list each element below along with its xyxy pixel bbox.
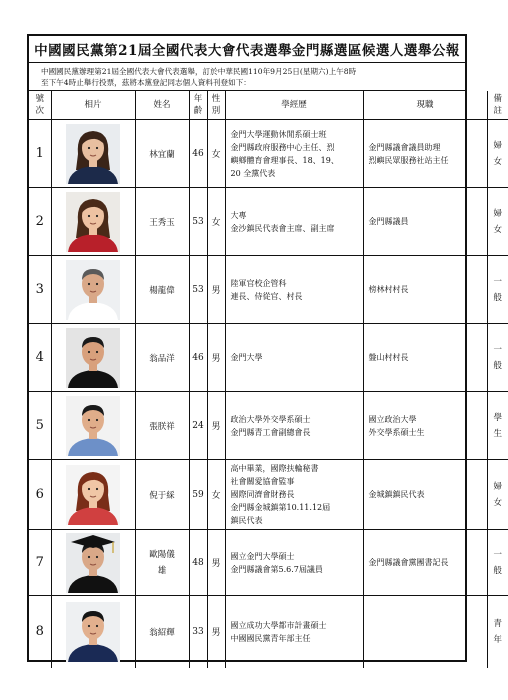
education-line: 大專	[230, 210, 247, 220]
candidate-name: 翁品洋	[135, 324, 189, 392]
candidate-current-position	[363, 188, 487, 256]
position-line: 榜林村村長	[368, 285, 409, 294]
candidate-name: 倪于綵	[135, 460, 189, 530]
intro-line-2: 至下午4時止舉行投票，茲將本黨登記同志個人資料刊登如下：	[41, 78, 251, 87]
education-line: 金門大學	[230, 353, 263, 362]
candidate-current-position	[363, 596, 487, 668]
education-line: 金門縣青工會副總會長	[230, 427, 311, 437]
candidate-sex: 男	[207, 324, 225, 392]
candidate-education-experience	[225, 530, 363, 596]
candidate-education-experience	[225, 120, 363, 188]
candidate-number: 7	[29, 530, 51, 596]
candidate-portrait-icon	[66, 124, 120, 184]
position-line: 金城鎮鎮民代表	[368, 490, 425, 499]
position-line: 國立政治大學	[368, 414, 417, 424]
candidate-sex: 女	[207, 188, 225, 256]
election-bulletin	[27, 34, 502, 662]
header-age: 年齡	[189, 91, 207, 120]
candidate-number: 8	[29, 596, 51, 668]
candidate-name: 張朕祥	[135, 392, 189, 460]
candidate-number: 5	[29, 392, 51, 460]
bulletin-intro	[29, 63, 465, 91]
candidate-current-position	[363, 530, 487, 596]
candidate-photo	[51, 392, 135, 460]
candidate-portrait-icon	[66, 396, 120, 456]
candidate-current-position	[363, 256, 487, 324]
candidate-photo	[51, 188, 135, 256]
candidate-photo	[51, 256, 135, 324]
candidate-sex: 男	[207, 392, 225, 460]
candidate-name: 翁紹輝	[135, 596, 189, 668]
candidate-age: 53	[189, 188, 207, 256]
candidate-photo	[51, 530, 135, 596]
position-line: 金門縣議會議員助理	[368, 142, 441, 152]
candidate-name: 王秀玉	[135, 188, 189, 256]
candidate-note: 一般	[487, 324, 508, 392]
education-line: 金沙鎮民代表會主席、副主席	[230, 223, 335, 233]
position-line: 外交學系碩士生	[368, 427, 425, 437]
education-line: 金門縣政府服務中心主任、烈	[230, 142, 335, 152]
candidate-education-experience	[225, 460, 363, 530]
education-line: 金門縣議會第5.6.7屆議員	[230, 564, 323, 574]
candidate-sex: 男	[207, 530, 225, 596]
candidate-portrait-icon	[66, 602, 120, 662]
table-header-row	[29, 91, 508, 120]
header-no: 號次	[29, 91, 51, 120]
candidate-name: 歐陽儀 雄	[135, 530, 189, 596]
education-line: 國立金門大學碩士	[230, 551, 295, 561]
candidate-current-position	[363, 392, 487, 460]
candidate-age: 48	[189, 530, 207, 596]
candidate-number: 2	[29, 188, 51, 256]
candidate-portrait-icon	[66, 328, 120, 388]
education-line: 金門大學運動休閒系碩士班	[230, 129, 327, 139]
candidate-row	[29, 460, 508, 530]
education-line: 高中畢業，國際扶輪秘書	[230, 464, 319, 473]
candidate-education-experience	[225, 188, 363, 256]
candidate-portrait-icon	[66, 260, 120, 320]
candidate-current-position	[363, 324, 487, 392]
candidate-sex: 女	[207, 460, 225, 530]
candidate-name: 林宜蘭	[135, 120, 189, 188]
education-line: 國際同濟會財務長	[230, 490, 295, 499]
education-line: 政治大學外交學系碩士	[230, 414, 311, 424]
candidate-education-experience	[225, 324, 363, 392]
header-current-position: 現職	[363, 91, 487, 120]
candidate-number: 3	[29, 256, 51, 324]
candidate-row	[29, 256, 508, 324]
bulletin-title: 中國國民黨第21屆全國代表大會代表選舉金門縣選區候選人選舉公報	[29, 36, 465, 63]
header-note: 備註	[487, 91, 508, 120]
candidate-note: 婦女	[487, 460, 508, 530]
education-line: 金門縣金城鎮第10.11.12屆	[230, 503, 331, 512]
education-line: 國立成功大學都市計畫碩士	[230, 620, 327, 630]
candidate-photo	[51, 596, 135, 668]
position-line: 盤山村村長	[368, 353, 409, 362]
candidate-age: 24	[189, 392, 207, 460]
education-line: 鎮民代表	[230, 516, 263, 525]
candidate-age: 46	[189, 324, 207, 392]
candidate-age: 59	[189, 460, 207, 530]
candidate-sex: 男	[207, 596, 225, 668]
candidate-education-experience	[225, 596, 363, 668]
candidate-row	[29, 120, 508, 188]
candidate-current-position	[363, 460, 487, 530]
candidate-note: 一般	[487, 530, 508, 596]
position-line: 烈嶼民眾服務社站主任	[368, 155, 449, 165]
education-line: 社會關愛協會監事	[230, 477, 295, 486]
candidate-age: 53	[189, 256, 207, 324]
candidate-row	[29, 596, 508, 668]
candidate-portrait-icon	[66, 192, 120, 252]
candidate-education-experience	[225, 392, 363, 460]
education-line: 20 全黨代表	[230, 168, 276, 178]
candidate-name: 楊龍偉	[135, 256, 189, 324]
position-line: 金門縣議員	[368, 217, 409, 226]
education-line: 陸軍官校企管科	[230, 278, 287, 288]
candidate-portrait-icon	[66, 533, 120, 593]
candidate-row	[29, 324, 508, 392]
candidate-photo	[51, 120, 135, 188]
candidate-number: 1	[29, 120, 51, 188]
header-education-experience: 學經歷	[225, 91, 363, 120]
candidate-row	[29, 392, 508, 460]
position-line: 金門縣議會黨團書記長	[368, 558, 449, 567]
candidate-age: 46	[189, 120, 207, 188]
candidate-row	[29, 530, 508, 596]
candidate-number: 6	[29, 460, 51, 530]
intro-line-1: 中國國民黨辦理第21屆全國代表大會代表選舉，訂於中華民國110年9月25日(星期六)上午8時	[41, 67, 357, 76]
candidate-sex: 女	[207, 120, 225, 188]
header-photo: 相片	[51, 91, 135, 120]
candidate-age: 33	[189, 596, 207, 668]
candidate-note: 婦女	[487, 120, 508, 188]
header-sex: 性別	[207, 91, 225, 120]
candidate-photo	[51, 324, 135, 392]
candidate-sex: 男	[207, 256, 225, 324]
candidate-current-position	[363, 120, 487, 188]
candidate-note: 青年	[487, 596, 508, 668]
candidate-number: 4	[29, 324, 51, 392]
candidate-row	[29, 188, 508, 256]
candidate-note: 婦女	[487, 188, 508, 256]
education-line: 連長、侍從官、村長	[230, 291, 303, 301]
candidate-education-experience	[225, 256, 363, 324]
candidate-photo	[51, 460, 135, 530]
candidate-note: 一般	[487, 256, 508, 324]
education-line: 中國國民黨青年部主任	[230, 633, 311, 643]
candidate-portrait-icon	[66, 465, 120, 525]
candidate-table	[29, 91, 508, 668]
education-line: 嶼鄉體育會理事長、18、19、	[230, 155, 339, 165]
candidate-note: 學生	[487, 392, 508, 460]
header-name: 姓名	[135, 91, 189, 120]
